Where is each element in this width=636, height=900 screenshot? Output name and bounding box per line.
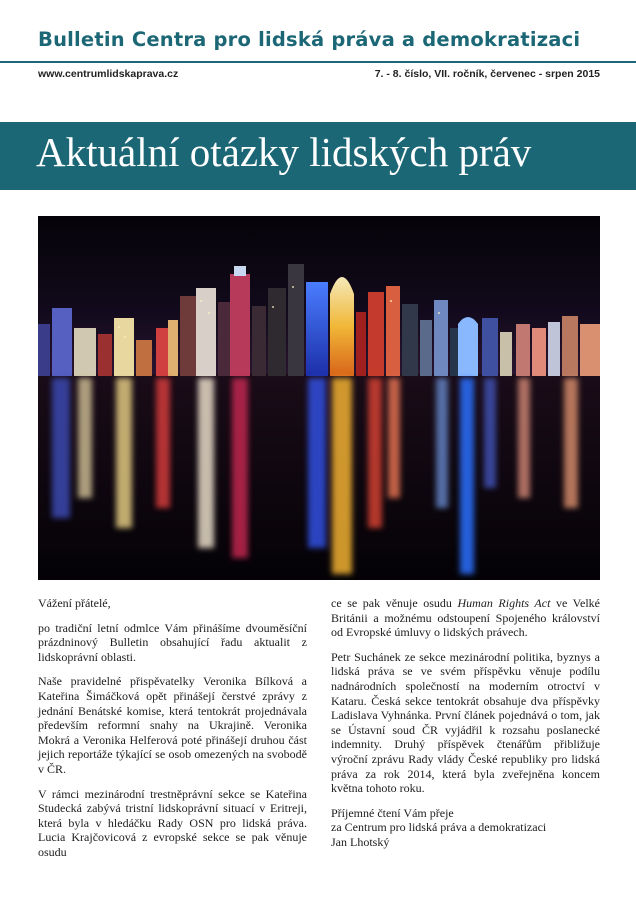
banner-title: Aktuální otázky lidských práv	[36, 129, 532, 175]
article-column-left	[38, 596, 307, 870]
paragraph-continuation	[331, 596, 600, 640]
header-rule	[0, 61, 636, 63]
city-skyline-night-photo	[38, 216, 600, 580]
paragraph-4: Petr Suchánek ze sekce mezinárodní politika, byznys a lidská práva se ve svém příspěvku věnuje podílu nadnárodních společností na moderním otroctví v Kataru. Česká sekce tentokrát obsahuje dva příspěvky Ladislava Vyhnánka. První článek pojednává o tom, jak se Ústavní soud ČR vyjádřil k rozsahu poslanecké indemnity. Druhý příspěvek čtenářům přibližuje výroční zprávu Rady vlády České republiky pro lidská práva za rok 2014, která byla zveřejněna koncem května tohoto roku.	[331, 649, 600, 796]
website-url[interactable]: www.centrumlidskaprava.cz	[38, 68, 179, 80]
skyline-illustration	[38, 216, 600, 580]
signoff-organization: za Centrum pro lidská práva a demokratizaci	[331, 820, 547, 835]
issue-info: 7. - 8. číslo, VII. ročník, červenec - srpen 2015	[374, 68, 600, 80]
salutation: Vážení přátelé,	[38, 596, 111, 610]
continuation-end: ve Velké Británii a možnému odstoupení Spojeného království od Evropské úmluvy o lidských právech.	[331, 596, 600, 640]
bulletin-title: Bulletin Centra pro lidská práva a demokratizaci	[38, 28, 581, 51]
paragraph-3: V rámci mezinárodní trestněprávní sekce se Kateřina Studecká zabývá tristní lidskoprávní situací v Eritreji, která byla v hledáčku Rady OSN pro lidská práva. Lucia Krajčovicová z evropské sekce se pak věnuje osudu	[38, 786, 307, 859]
act-title: Human Rights Act	[457, 596, 551, 610]
paragraph-2: Naše pravidelné přispěvatelky Veronika Bílková a Kateřina Šimáčková opět přinášejí čerstvé zprávy z jednání Benátské komise, která tentokrát projednávala především reformní snahy na Ukrajině. Veronika Mokrá a Veronika Helferová poté přinášejí druhou část jejich reportáže týkající se osob omezených na svobodě v ČR.	[38, 674, 307, 776]
signoff-greeting: Příjemné čtení Vám přeje	[331, 805, 454, 820]
paragraph-1: po tradiční letní odmlce Vám přinášíme dvouměsíční prázdninový Bulletin obsahující řadu aktualit z lidskoprávní oblasti.	[38, 620, 307, 664]
section-banner	[0, 122, 636, 190]
signoff	[331, 806, 600, 850]
signoff-author: Jan Lhotský	[331, 834, 390, 849]
article-column-right	[331, 596, 600, 850]
continuation-start: ce se pak věnuje osudu	[331, 596, 458, 610]
